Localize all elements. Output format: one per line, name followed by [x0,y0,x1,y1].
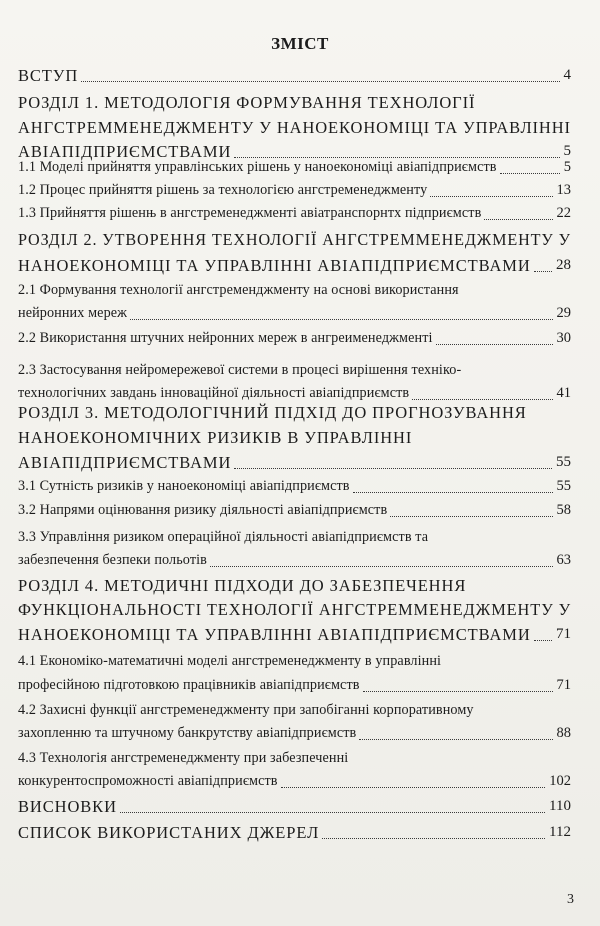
toc-leader-dots [484,219,552,220]
toc-entry-text: 4.3 Технологія ангстременеджменту при забезпеченні [18,750,349,766]
toc-entry-text: 4.2 Захисні функції ангстременеджменту при запобіганні корпоративному [18,702,474,718]
toc-entry-text: РОЗДІЛ 2. УТВОРЕННЯ ТЕХНОЛОГІЇ АНГСТРЕММЕНЕДЖМЕНТУ У [18,230,571,249]
toc-leader-dots [359,739,552,740]
toc-entry-text: 3.3 Управління ризиком операційної діяльності авіапідприємств та [18,529,429,545]
toc-title: ЗМІСТ [271,34,329,53]
toc-entry-text: НАНОЕКОНОМІЦІ ТА УПРАВЛІННІ АВІАПІДПРИЄМСТВАМИ [18,256,531,275]
toc-page-number: 88 [556,725,571,741]
toc-leader-dots [130,319,552,320]
toc-entry-text: АВІАПІДПРИЄМСТВАМИ [18,453,232,472]
toc-leader-dots [390,516,552,517]
toc-page-number: 55 [556,478,571,494]
toc-entry-text: 1.2 Процес прийняття рішень за технологією ангстременеджменту [18,182,428,198]
toc-page-number: 41 [556,385,571,401]
toc-entry-text: РОЗДІЛ 3. МЕТОДОЛОГІЧНИЙ ПІДХІД ДО ПРОГНОЗУВАННЯ [18,403,527,422]
toc-entry-text: 3.2 Напрями оцінювання ризику діяльності авіапідприємств [18,502,388,518]
toc-leader-dots [234,157,559,158]
toc-leader-dots [234,468,552,469]
toc-page-number: 5 [563,159,571,175]
toc-leader-dots [534,640,552,641]
toc-entry-text: НАНОЕКОНОМІЧНИХ РИЗИКІВ В УПРАВЛІННІ [18,428,413,447]
toc-page-number: 63 [556,552,571,568]
toc-leader-dots [322,838,545,839]
toc-entry-text: 1.3 Прийняття рішенњ в ангстременеджменті авіатранспорнтх підприємств [18,205,482,221]
toc-page-number: 30 [556,330,571,346]
toc-leader-dots [81,81,559,82]
toc-entry-text: технологічних завдань інноваційної діяльності авіапідприємств [18,385,410,401]
page-number: 3 [567,892,574,907]
toc-leader-dots [120,812,545,813]
toc-entry-text: СПИСОК ВИКОРИСТАНИХ ДЖЕРЕЛ [18,823,320,842]
toc-entry-text: РОЗДІЛ 4. МЕТОДИЧНІ ПІДХОДИ ДО ЗАБЕЗПЕЧЕННЯ [18,576,467,595]
toc-page-number: 102 [549,773,571,789]
toc-entry-text: ВИСНОВКИ [18,797,117,816]
toc-entry-text: 2.2 Використання штучних нейронних мереж в ангреименеджменті [18,330,433,346]
toc-leader-dots [500,173,560,174]
toc-leader-dots [436,344,553,345]
toc-page-number: 28 [556,257,571,273]
toc-leader-dots [281,787,546,788]
toc-page-number: 13 [556,182,571,198]
toc-page-number: 55 [556,454,571,470]
toc-page-number: 4 [563,67,571,83]
toc-entry-text: АВІАПІДПРИЄМСТВАМИ [18,142,232,161]
toc-page-number: 22 [556,205,571,221]
toc-leader-dots [412,399,552,400]
toc-page-number: 71 [556,677,571,693]
toc-page-number: 58 [556,502,571,518]
toc-entry-text: 1.1 Моделі прийняття управлінських рішень у наноекономіці авіапідприємств [18,159,497,175]
toc-entry-text: ФУНКЦІОНАЛЬНОСТІ ТЕХНОЛОГІЇ АНГСТРЕММЕНЕДЖМЕНТУ У [18,600,572,619]
toc-page-number: 71 [556,626,571,642]
toc-page-number: 29 [556,305,571,321]
toc-leader-dots [363,691,553,692]
toc-entry-text: конкурентоспроможності авіапідприємств [18,773,278,789]
toc-entry-text: 2.1 Формування технології ангстременджменту на основі використання [18,282,459,298]
toc-page-number: 5 [563,143,571,159]
toc-page-number: 110 [549,798,571,814]
toc-entry-text: забезпечення безпеки польотів [18,552,207,568]
toc-leader-dots [430,196,552,197]
toc-entry-text: захопленню та штучному банкрутству авіапідприємств [18,725,357,741]
toc-entry-text: НАНОЕКОНОМІЦІ ТА УПРАВЛІННІ АВІАПІДПРИЄМСТВАМИ [18,625,531,644]
toc-entry-text: професійною підготовкою працівників авіапідприємств [18,677,360,693]
toc-entry-text: АНГСТРЕММЕНЕДЖМЕНТУ У НАНОЕКОНОМІЦІ ТА УПРАВЛІННІ [18,118,571,137]
toc-entry-text: 4.1 Економіко-математичні моделі ангстременеджменту в управлінні [18,653,442,669]
toc-leader-dots [534,271,552,272]
toc-leader-dots [353,492,553,493]
toc-page-number: 112 [549,824,571,840]
toc-entry-text: РОЗДІЛ 1. МЕТОДОЛОГІЯ ФОРМУВАННЯ ТЕХНОЛОГІЇ [18,93,476,112]
toc-entry-text: 3.1 Сутність ризиків у наноекономіці авіапідприємств [18,478,350,494]
toc-entry-text: нейронних мереж [18,305,128,321]
toc-entry-text: 2.3 Застосування нейромережевої системи в процесі вирішення техніко- [18,362,462,378]
toc-leader-dots [210,566,553,567]
toc-entry-text: ВСТУП [18,66,79,85]
